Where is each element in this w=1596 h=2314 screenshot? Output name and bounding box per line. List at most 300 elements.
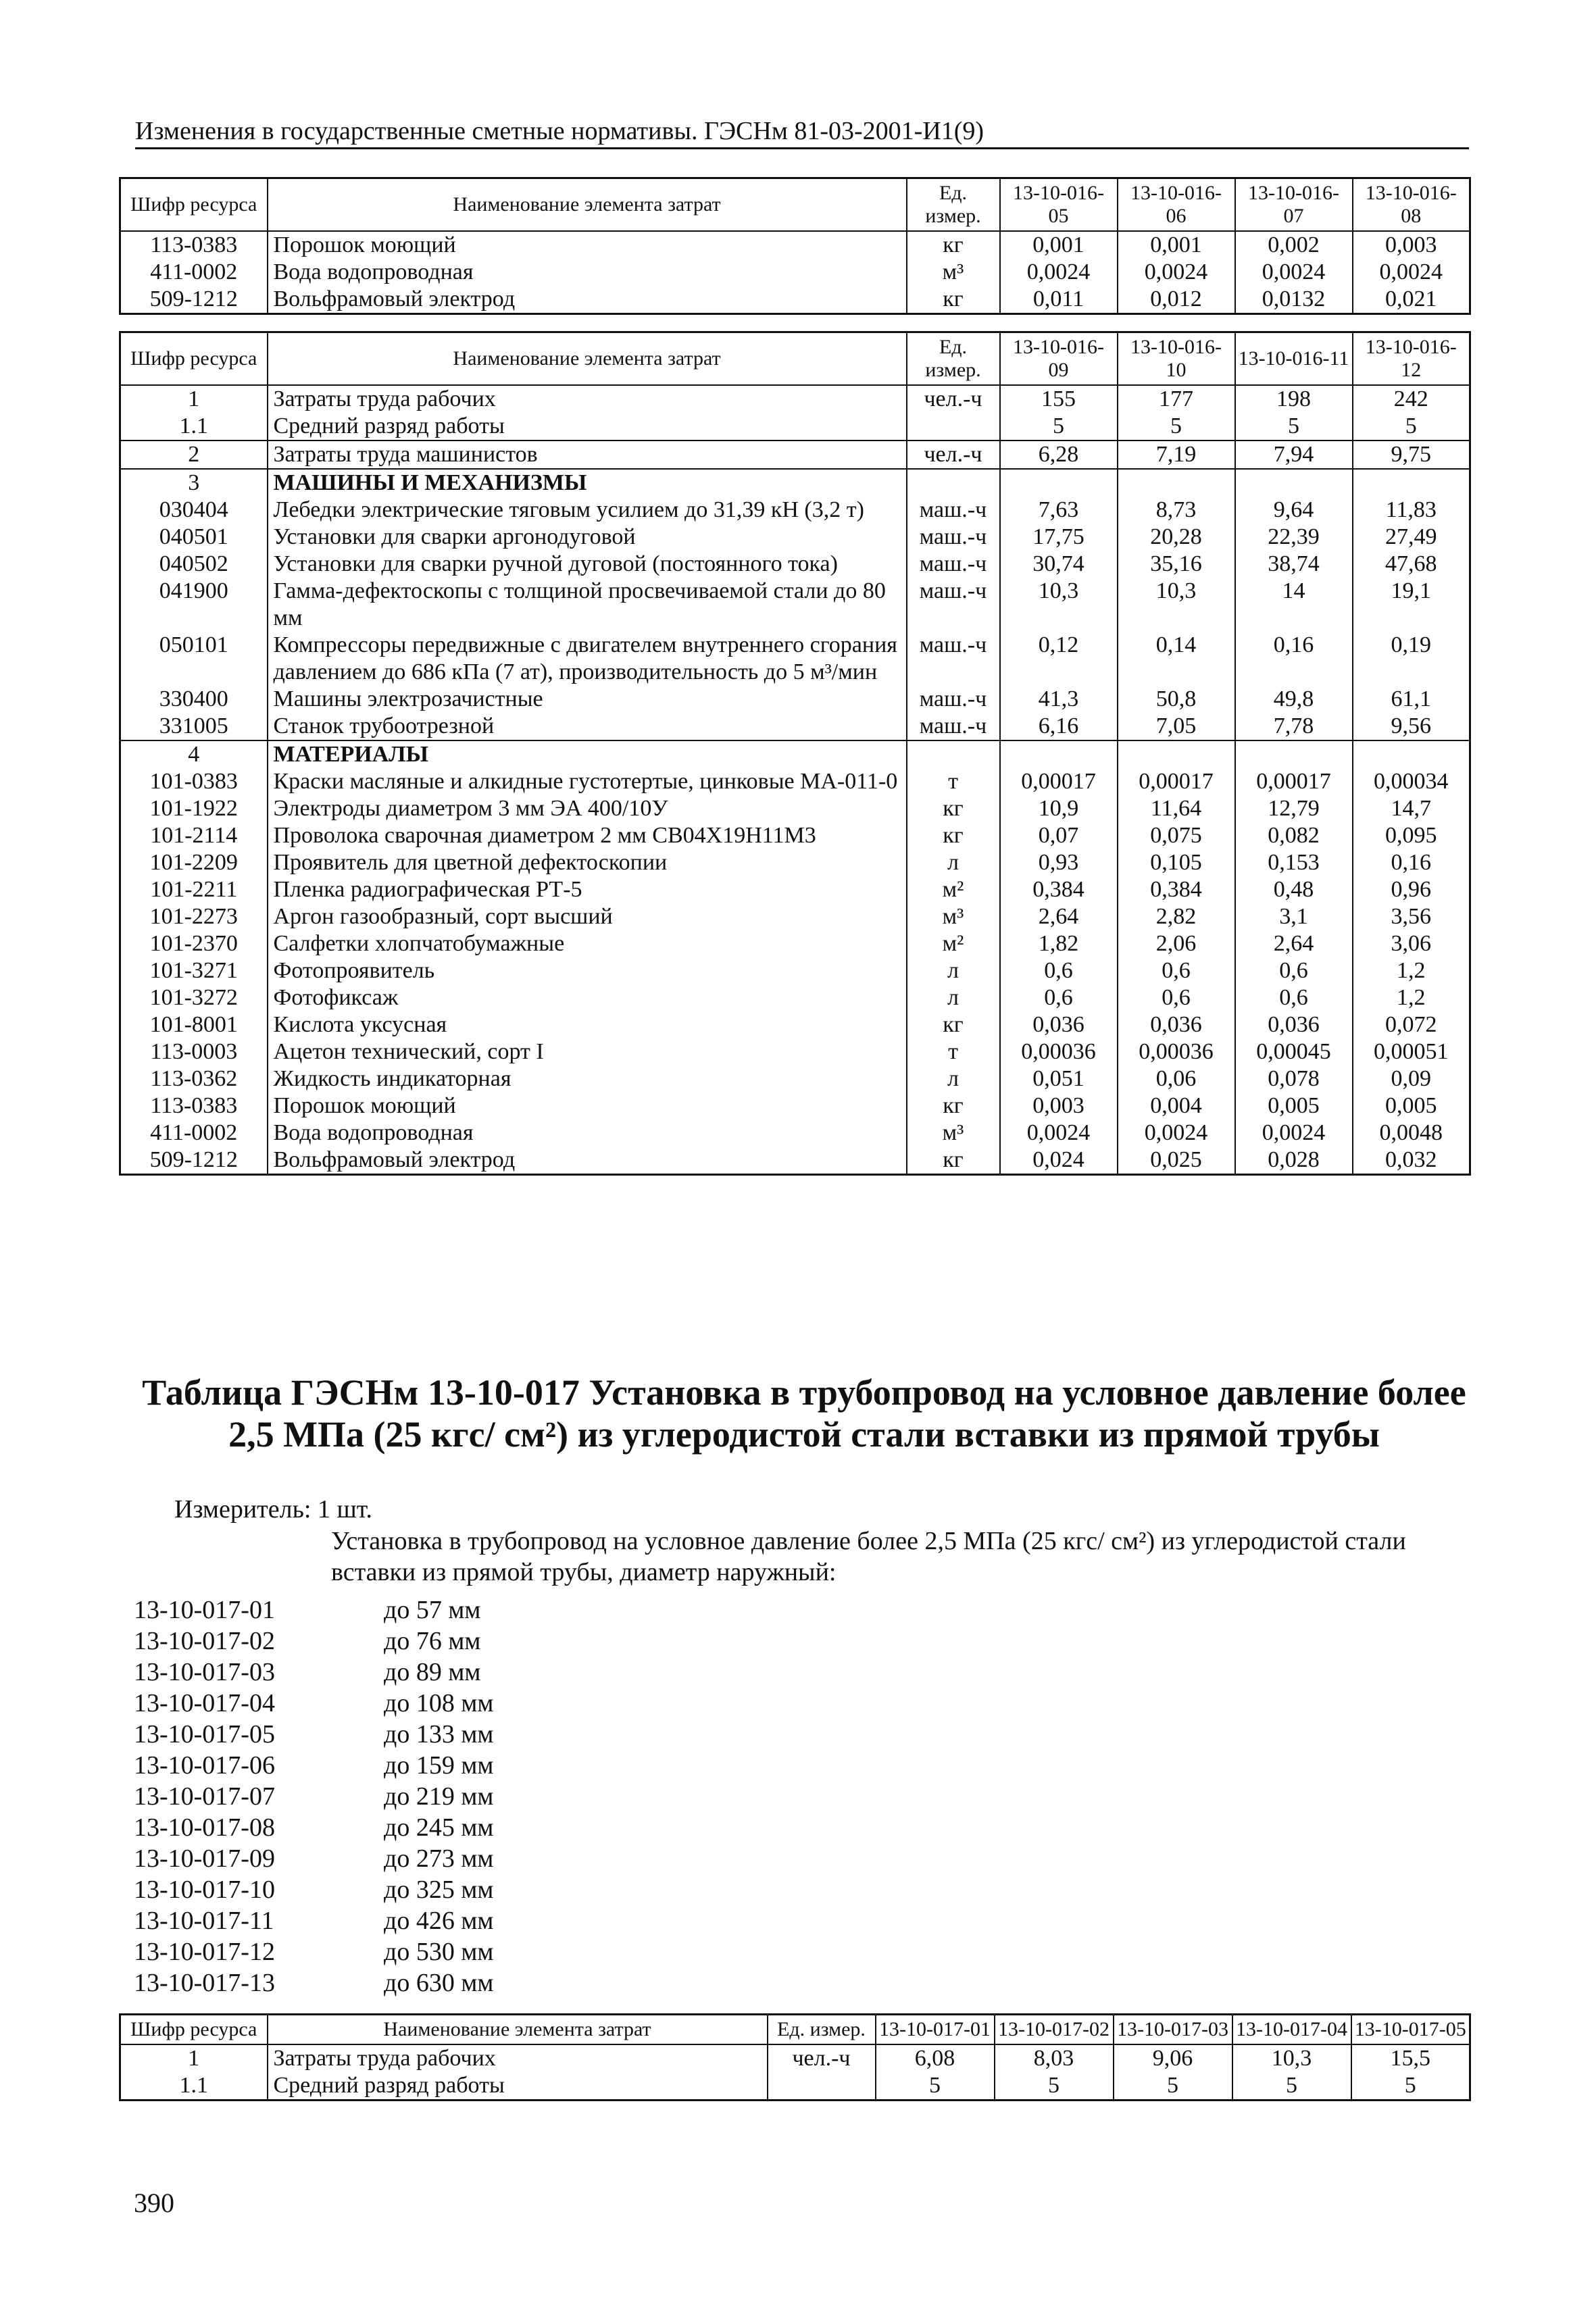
variant-row — [134, 1626, 493, 1657]
norm-value: 14,7 — [1353, 795, 1470, 822]
variant-row — [134, 1905, 493, 1936]
norm-value: 0,384 — [1118, 876, 1235, 903]
norm-value: 0,14 — [1118, 632, 1235, 686]
resource-code: 113-0383 — [120, 231, 268, 259]
variant-code: 13-10-017-04 — [134, 1689, 275, 1717]
variant-diameter: до 133 мм — [384, 1720, 494, 1749]
norm-value: 0,00045 — [1235, 1038, 1353, 1065]
cost-element-name: Фотофиксаж — [268, 984, 907, 1011]
unit-cell — [907, 469, 1000, 497]
cost-element-name: Салфетки хлопчатобумажные — [268, 930, 907, 957]
resource-code: 101-8001 — [120, 1011, 268, 1038]
norm-value: 5 — [1235, 413, 1353, 441]
norm-table-017-01-05 — [119, 2013, 1471, 2101]
cost-element-name: Лебедки электрические тяговым усилием до 31,39 кН (3,2 т) — [268, 497, 907, 524]
norm-value: 10,3 — [1118, 578, 1235, 632]
table-description: Установка в трубопровод на условное давление более 2,5 МПа (25 кгс/ см²) из углеродистой стали вставки из прямой трубы, диаметр наружный: — [331, 1527, 1406, 1586]
norm-value: 49,8 — [1235, 686, 1353, 713]
cost-element-name: Затраты труда рабочих — [268, 2044, 768, 2072]
norm-value: 0,00051 — [1353, 1038, 1470, 1065]
norm-value: 8,73 — [1118, 497, 1235, 524]
norm-value — [1353, 469, 1470, 497]
col-header-norm: 13-10-017-02 — [995, 2015, 1114, 2045]
norm-value: 0,001 — [1000, 231, 1118, 259]
variant-diameter: до 76 мм — [384, 1627, 481, 1655]
table-row — [120, 903, 1470, 930]
table-header-row — [120, 178, 1470, 232]
variant-code: 13-10-017-08 — [134, 1813, 275, 1842]
variant-diameter: до 426 мм — [384, 1907, 494, 1935]
norm-value: 7,63 — [1000, 497, 1118, 524]
table-row — [120, 2044, 1470, 2072]
cost-element-name: Проволока сварочная диаметром 2 мм СВ04Х19Н11М3 — [268, 822, 907, 849]
cost-element-name: Порошок моющий — [268, 231, 907, 259]
norm-value: 0,021 — [1353, 286, 1470, 314]
norm-value: 7,19 — [1118, 441, 1235, 469]
variant-diameter: до 630 мм — [384, 1969, 494, 1997]
variant-code: 13-10-017-05 — [134, 1720, 275, 1749]
unit-cell: маш.-ч — [907, 524, 1000, 551]
table-row — [120, 231, 1470, 259]
norm-value: 5 — [1351, 2072, 1470, 2101]
table-row — [120, 1038, 1470, 1065]
norm-value: 20,28 — [1118, 524, 1235, 551]
cost-element-name: Гамма-дефектоскопы с толщиной просвечиваемой стали до 80 мм — [268, 578, 907, 632]
resource-code: 101-2209 — [120, 849, 268, 876]
table-row — [120, 930, 1470, 957]
resource-code: 411-0002 — [120, 1120, 268, 1147]
variant-row — [134, 1594, 493, 1626]
col-header-unit: Ед. измер. — [768, 2015, 876, 2045]
unit-cell: м³ — [907, 1120, 1000, 1147]
table-row — [120, 1065, 1470, 1092]
table-row — [120, 497, 1470, 524]
table-row — [120, 385, 1470, 413]
norm-value: 2,06 — [1118, 930, 1235, 957]
unit-cell — [907, 413, 1000, 441]
norm-value: 0,0048 — [1353, 1120, 1470, 1147]
table-row — [120, 795, 1470, 822]
table-row — [120, 957, 1470, 984]
col-header-unit: Ед. измер. — [907, 178, 1000, 232]
norm-value: 0,036 — [1235, 1011, 1353, 1038]
table-row — [120, 1011, 1470, 1038]
norm-value: 0,005 — [1353, 1092, 1470, 1120]
unit-cell: м³ — [907, 259, 1000, 286]
norm-value: 0,078 — [1235, 1065, 1353, 1092]
norm-table-016-05-08 — [119, 177, 1471, 315]
unit-cell: кг — [907, 231, 1000, 259]
norm-value: 50,8 — [1118, 686, 1235, 713]
table-body — [120, 2044, 1470, 2101]
unit-cell: кг — [907, 1092, 1000, 1120]
variant-row — [134, 1719, 493, 1750]
norm-value: 0,105 — [1118, 849, 1235, 876]
resource-code: 411-0002 — [120, 259, 268, 286]
norm-value: 0,032 — [1353, 1147, 1470, 1175]
variant-row — [134, 1874, 493, 1905]
norm-value: 5 — [1353, 413, 1470, 441]
norm-value: 3,06 — [1353, 930, 1470, 957]
variants-list — [134, 1594, 493, 1998]
norm-value: 0,003 — [1000, 1092, 1118, 1120]
norm-value: 1,82 — [1000, 930, 1118, 957]
cost-element-name: Установки для сварки ручной дуговой (постоянного тока) — [268, 551, 907, 578]
variant-row — [134, 1750, 493, 1781]
cost-element-name: Вода водопроводная — [268, 259, 907, 286]
unit-cell: м² — [907, 930, 1000, 957]
unit-cell: маш.-ч — [907, 578, 1000, 632]
norm-value: 7,05 — [1118, 713, 1235, 740]
norm-value: 0,19 — [1353, 632, 1470, 686]
norm-value: 5 — [1118, 413, 1235, 441]
norm-value: 177 — [1118, 385, 1235, 413]
cost-element-name: Ацетон технический, сорт I — [268, 1038, 907, 1065]
col-header-unit: Ед. измер. — [907, 332, 1000, 386]
norm-value: 11,64 — [1118, 795, 1235, 822]
norm-value: 0,0024 — [1353, 259, 1470, 286]
norm-value — [1235, 469, 1353, 497]
table-row — [120, 849, 1470, 876]
norm-value: 0,0024 — [1118, 259, 1235, 286]
norm-value: 10,3 — [1232, 2044, 1351, 2072]
resource-code: 1 — [120, 385, 268, 413]
variant-row — [134, 1936, 493, 1967]
col-header-norm: 13-10-016-08 — [1353, 178, 1470, 232]
norm-value: 6,08 — [876, 2044, 995, 2072]
norm-value: 3,56 — [1353, 903, 1470, 930]
resource-code: 113-0383 — [120, 1092, 268, 1120]
table-title: Таблица ГЭСНм 13-10-017 Установка в трубопровод на условное давление более 2,5 МПа (25 кгс/ см²) из углеродистой стали вставки из прямой трубы — [142, 1372, 1466, 1455]
table-row — [120, 876, 1470, 903]
norm-value: 0,036 — [1118, 1011, 1235, 1038]
table-body — [120, 385, 1470, 1175]
cost-element-name: Компрессоры передвижные с двигателем внутреннего сгорания давлением до 686 кПа (7 ат), производительность до 5 м³/мин — [268, 632, 907, 686]
table-row — [120, 1120, 1470, 1147]
page-number: 390 — [134, 2188, 174, 2218]
variant-code: 13-10-017-06 — [134, 1751, 275, 1780]
norm-value: 9,64 — [1235, 497, 1353, 524]
table-row — [120, 984, 1470, 1011]
cost-element-name: Краски масляные и алкидные густотертые, цинковые МА-011-0 — [268, 768, 907, 795]
norm-value: 0,028 — [1235, 1147, 1353, 1175]
norm-value: 7,94 — [1235, 441, 1353, 469]
norm-value: 12,79 — [1235, 795, 1353, 822]
cost-element-name: Проявитель для цветной дефектоскопии — [268, 849, 907, 876]
table-body — [120, 231, 1470, 314]
col-header-code: Шифр ресурса — [120, 332, 268, 386]
running-header: Изменения в государственные сметные нормативы. ГЭСНм 81-03-2001-И1(9) — [135, 116, 1469, 149]
resource-code: 030404 — [120, 497, 268, 524]
norm-value: 0,002 — [1235, 231, 1353, 259]
unit-cell: кг — [907, 1011, 1000, 1038]
variant-row — [134, 1812, 493, 1843]
resource-code: 4 — [120, 740, 268, 768]
table-header-row — [120, 2015, 1470, 2045]
variant-diameter: до 273 мм — [384, 1844, 494, 1873]
norm-value — [1000, 469, 1118, 497]
unit-cell: чел.-ч — [907, 385, 1000, 413]
norm-value: 0,012 — [1118, 286, 1235, 314]
cost-element-name: МАШИНЫ И МЕХАНИЗМЫ — [268, 469, 907, 497]
norm-value: 155 — [1000, 385, 1118, 413]
unit-cell: маш.-ч — [907, 713, 1000, 740]
norm-value: 10,3 — [1000, 578, 1118, 632]
norm-value: 0,0024 — [1235, 1120, 1353, 1147]
unit-cell: маш.-ч — [907, 632, 1000, 686]
variant-diameter: до 530 мм — [384, 1938, 494, 1966]
col-header-norm: 13-10-017-05 — [1351, 2015, 1470, 2045]
col-header-code: Шифр ресурса — [120, 2015, 268, 2045]
cost-element-name: МАТЕРИАЛЫ — [268, 740, 907, 768]
variant-diameter: до 325 мм — [384, 1876, 494, 1904]
norm-value: 0,00034 — [1353, 768, 1470, 795]
col-header-norm: 13-10-016-07 — [1235, 178, 1353, 232]
unit-cell: маш.-ч — [907, 686, 1000, 713]
norm-value: 0,011 — [1000, 286, 1118, 314]
unit-cell: л — [907, 984, 1000, 1011]
table-row — [120, 822, 1470, 849]
norm-value: 0,16 — [1353, 849, 1470, 876]
norm-value: 0,48 — [1235, 876, 1353, 903]
unit-cell — [768, 2072, 876, 2101]
section-row — [120, 469, 1470, 497]
table-row — [120, 1092, 1470, 1120]
col-header-norm: 13-10-016-12 — [1353, 332, 1470, 386]
table-row — [120, 286, 1470, 314]
unit-cell: т — [907, 1038, 1000, 1065]
cost-element-name: Затраты труда рабочих — [268, 385, 907, 413]
col-header-norm: 13-10-016-10 — [1118, 332, 1235, 386]
cost-element-name: Порошок моющий — [268, 1092, 907, 1120]
norm-value: 19,1 — [1353, 578, 1470, 632]
cost-element-name: Жидкость индикаторная — [268, 1065, 907, 1092]
variant-code: 13-10-017-11 — [134, 1907, 274, 1935]
meter-label: Измеритель: 1 шт. — [174, 1495, 372, 1524]
resource-code: 101-1922 — [120, 795, 268, 822]
resource-code: 101-3271 — [120, 957, 268, 984]
resource-code: 101-2370 — [120, 930, 268, 957]
resource-code: 2 — [120, 441, 268, 469]
cost-element-name: Пленка радиографическая РТ-5 — [268, 876, 907, 903]
col-header-norm: 13-10-017-03 — [1114, 2015, 1232, 2045]
resource-code: 3 — [120, 469, 268, 497]
norm-value: 0,003 — [1353, 231, 1470, 259]
norm-value: 9,75 — [1353, 441, 1470, 469]
norm-value: 0,082 — [1235, 822, 1353, 849]
norm-value: 5 — [1232, 2072, 1351, 2101]
norm-value: 6,16 — [1000, 713, 1118, 740]
unit-cell: маш.-ч — [907, 497, 1000, 524]
variant-diameter: до 219 мм — [384, 1782, 494, 1811]
resource-code: 040502 — [120, 551, 268, 578]
norm-value: 17,75 — [1000, 524, 1118, 551]
norm-value — [1000, 740, 1118, 768]
table-row — [120, 768, 1470, 795]
cost-element-name: Затраты труда машинистов — [268, 441, 907, 469]
unit-cell: м³ — [907, 903, 1000, 930]
norm-value: 0,96 — [1353, 876, 1470, 903]
norm-value: 198 — [1235, 385, 1353, 413]
norm-value: 0,09 — [1353, 1065, 1470, 1092]
norm-value: 0,16 — [1235, 632, 1353, 686]
norm-value: 0,0024 — [1118, 1120, 1235, 1147]
norm-value: 22,39 — [1235, 524, 1353, 551]
resource-code: 101-2211 — [120, 876, 268, 903]
table-row — [120, 441, 1470, 469]
norm-value: 0,384 — [1000, 876, 1118, 903]
table-row — [120, 578, 1470, 632]
norm-value: 0,024 — [1000, 1147, 1118, 1175]
norm-value — [1235, 740, 1353, 768]
variant-code: 13-10-017-10 — [134, 1876, 275, 1904]
resource-code: 113-0003 — [120, 1038, 268, 1065]
norm-value: 14 — [1235, 578, 1353, 632]
resource-code: 1 — [120, 2044, 268, 2072]
col-header-norm: 13-10-016-05 — [1000, 178, 1118, 232]
cost-element-name: Средний разряд работы — [268, 2072, 768, 2101]
norm-value: 0,07 — [1000, 822, 1118, 849]
norm-value: 0,93 — [1000, 849, 1118, 876]
norm-value: 7,78 — [1235, 713, 1353, 740]
variant-row — [134, 1967, 493, 1998]
variant-code: 13-10-017-13 — [134, 1969, 275, 1997]
norm-value: 0,0024 — [1000, 259, 1118, 286]
table-row — [120, 524, 1470, 551]
unit-cell: чел.-ч — [768, 2044, 876, 2072]
norm-value: 0,0132 — [1235, 286, 1353, 314]
table-row — [120, 2072, 1470, 2101]
resource-code: 101-2273 — [120, 903, 268, 930]
col-header-name: Наименование элемента затрат — [268, 2015, 768, 2045]
col-header-name: Наименование элемента затрат — [268, 332, 907, 386]
section-row — [120, 740, 1470, 768]
variant-row — [134, 1781, 493, 1812]
resource-code: 1.1 — [120, 413, 268, 441]
norm-value: 0,075 — [1118, 822, 1235, 849]
norm-value: 0,00017 — [1000, 768, 1118, 795]
col-header-norm: 13-10-016-11 — [1235, 332, 1353, 386]
resource-code: 101-0383 — [120, 768, 268, 795]
variant-code: 13-10-017-03 — [134, 1658, 275, 1686]
norm-value — [1118, 740, 1235, 768]
norm-value: 6,28 — [1000, 441, 1118, 469]
variant-diameter: до 159 мм — [384, 1751, 494, 1780]
variant-row — [134, 1657, 493, 1688]
unit-cell: кг — [907, 286, 1000, 314]
norm-value: 0,001 — [1118, 231, 1235, 259]
table-row — [120, 1147, 1470, 1175]
norm-value: 2,82 — [1118, 903, 1235, 930]
table-row — [120, 551, 1470, 578]
norm-value: 0,025 — [1118, 1147, 1235, 1175]
unit-cell: кг — [907, 795, 1000, 822]
unit-cell: кг — [907, 822, 1000, 849]
resource-code: 331005 — [120, 713, 268, 740]
norm-value: 0,12 — [1000, 632, 1118, 686]
unit-cell: кг — [907, 1147, 1000, 1175]
norm-value: 0,06 — [1118, 1065, 1235, 1092]
cost-element-name: Аргон газообразный, сорт высший — [268, 903, 907, 930]
norm-value: 41,3 — [1000, 686, 1118, 713]
norm-value: 5 — [995, 2072, 1114, 2101]
col-header-norm: 13-10-016-06 — [1118, 178, 1235, 232]
table-header-row — [120, 332, 1470, 386]
norm-value: 35,16 — [1118, 551, 1235, 578]
variant-code: 13-10-017-12 — [134, 1938, 275, 1966]
unit-cell: маш.-ч — [907, 551, 1000, 578]
norm-value: 5 — [1000, 413, 1118, 441]
norm-value: 0,004 — [1118, 1092, 1235, 1120]
norm-value: 0,6 — [1000, 984, 1118, 1011]
resource-code: 101-2114 — [120, 822, 268, 849]
norm-value: 5 — [1114, 2072, 1232, 2101]
unit-cell — [907, 740, 1000, 768]
resource-code: 113-0362 — [120, 1065, 268, 1092]
table-row — [120, 259, 1470, 286]
table-row — [120, 632, 1470, 686]
norm-value: 15,5 — [1351, 2044, 1470, 2072]
norm-value: 0,072 — [1353, 1011, 1470, 1038]
norm-value: 0,153 — [1235, 849, 1353, 876]
norm-value: 9,56 — [1353, 713, 1470, 740]
norm-value: 1,2 — [1353, 984, 1470, 1011]
norm-value: 0,00017 — [1235, 768, 1353, 795]
variant-diameter: до 245 мм — [384, 1813, 494, 1842]
norm-value: 0,0024 — [1235, 259, 1353, 286]
norm-value: 0,0024 — [1000, 1120, 1118, 1147]
cost-element-name: Электроды диаметром 3 мм ЭА 400/10У — [268, 795, 907, 822]
cost-element-name: Вольфрамовый электрод — [268, 286, 907, 314]
resource-code: 509-1212 — [120, 286, 268, 314]
variant-code: 13-10-017-01 — [134, 1596, 275, 1624]
norm-value: 8,03 — [995, 2044, 1114, 2072]
unit-cell: л — [907, 1065, 1000, 1092]
resource-code: 101-3272 — [120, 984, 268, 1011]
norm-value: 0,00017 — [1118, 768, 1235, 795]
norm-value: 0,6 — [1000, 957, 1118, 984]
cost-element-name: Станок трубоотрезной — [268, 713, 907, 740]
resource-code: 330400 — [120, 686, 268, 713]
col-header-norm: 13-10-017-04 — [1232, 2015, 1351, 2045]
cost-element-name: Вода водопроводная — [268, 1120, 907, 1147]
variant-diameter: до 89 мм — [384, 1658, 481, 1686]
cost-element-name: Средний разряд работы — [268, 413, 907, 441]
norm-value: 10,9 — [1000, 795, 1118, 822]
variant-code: 13-10-017-02 — [134, 1627, 275, 1655]
cost-element-name: Вольфрамовый электрод — [268, 1147, 907, 1175]
norm-value: 2,64 — [1000, 903, 1118, 930]
resource-code: 1.1 — [120, 2072, 268, 2101]
col-header-norm: 13-10-017-01 — [876, 2015, 995, 2045]
unit-cell: м² — [907, 876, 1000, 903]
variant-row — [134, 1843, 493, 1874]
unit-cell: чел.-ч — [907, 441, 1000, 469]
unit-cell: т — [907, 768, 1000, 795]
norm-value: 0,051 — [1000, 1065, 1118, 1092]
norm-value: 0,00036 — [1000, 1038, 1118, 1065]
variant-diameter: до 108 мм — [384, 1689, 494, 1717]
norm-table-016-09-12 — [119, 331, 1471, 1176]
variant-diameter: до 57 мм — [384, 1596, 481, 1624]
norm-value — [1353, 740, 1470, 768]
variant-row — [134, 1688, 493, 1719]
variant-code: 13-10-017-07 — [134, 1782, 275, 1811]
table-row — [120, 713, 1470, 740]
cost-element-name: Кислота уксусная — [268, 1011, 907, 1038]
norm-value: 27,49 — [1353, 524, 1470, 551]
table-row — [120, 686, 1470, 713]
